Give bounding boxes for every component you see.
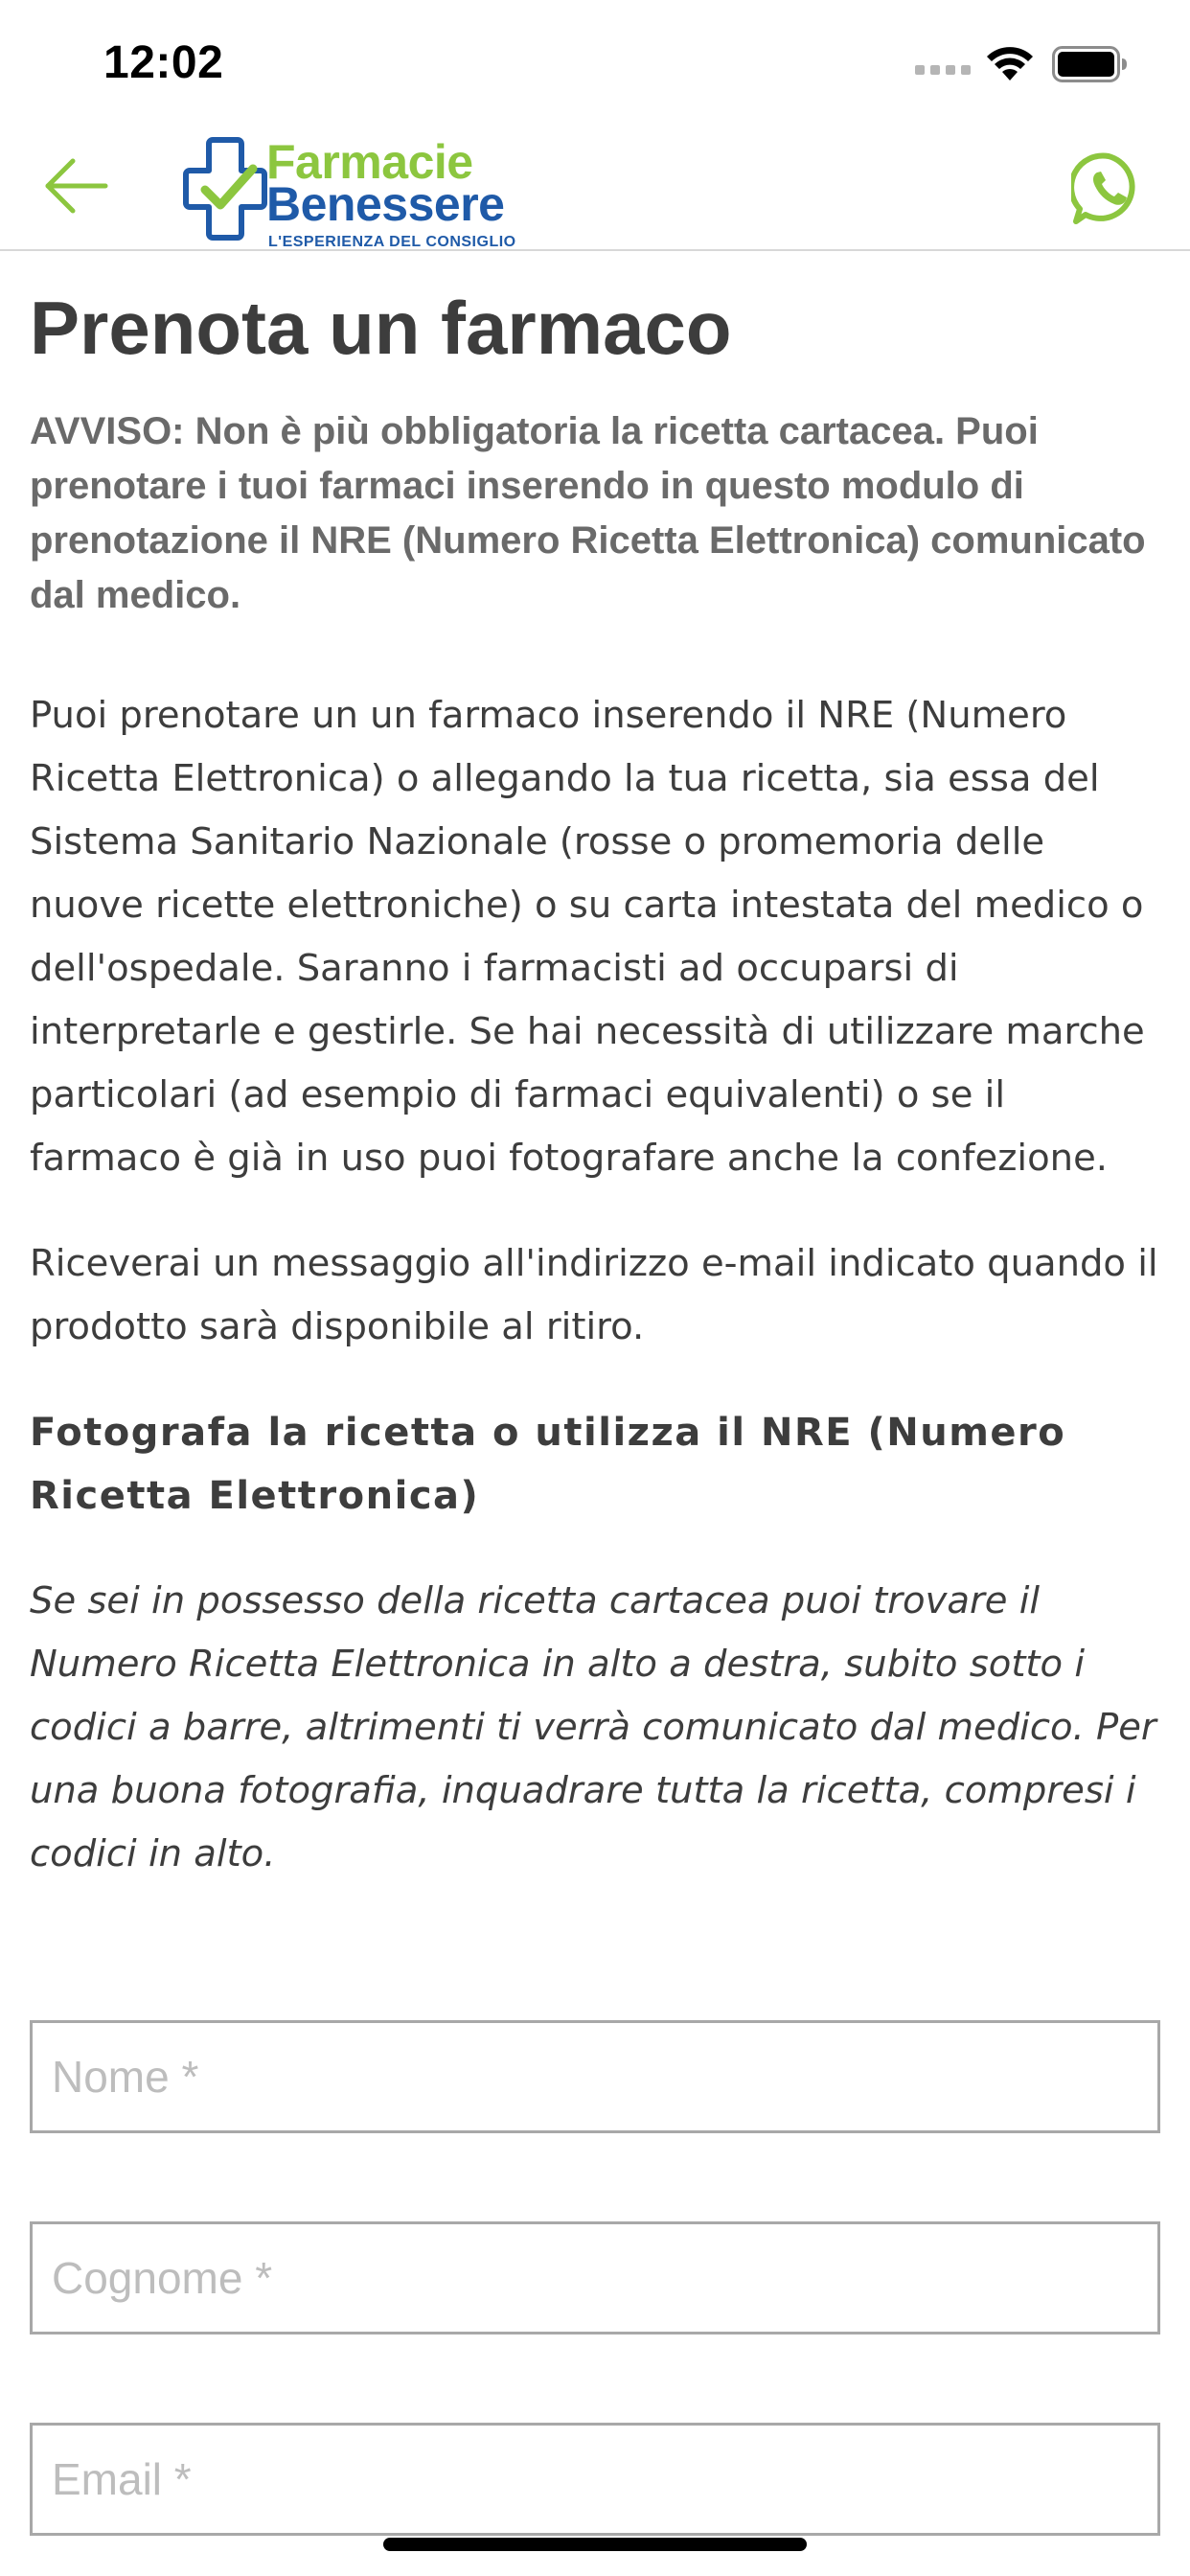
main-content: [30, 251, 1160, 1886]
logo-tagline: L'ESPERIENZA DEL CONSIGLIO: [268, 234, 516, 250]
wifi-icon: [985, 44, 1035, 82]
logo-text-benessere: Benessere: [266, 177, 505, 231]
battery-icon: [1052, 46, 1129, 82]
prescription-hint: Se sei in possesso della ricetta cartacea puoi trovare il Numero Ricetta Elettronica in alto a destra, subito sotto i codici a barre, altrimenti ti verrà comunicato dal medico. Per una buona fotografia, inquadrare tutta la ricetta, compresi i codici in alto.: [30, 1578, 1156, 1875]
nome-input[interactable]: [30, 2020, 1160, 2133]
email-notice-paragraph: Riceverai un messaggio all'indirizzo e-mail indicato quando il prodotto sarà disponibile al ritiro.: [30, 1241, 1158, 1348]
section-heading: Fotografa la ricetta o utilizza il NRE (Numero Ricetta Elettronica): [30, 1410, 1066, 1518]
cognome-input[interactable]: [30, 2221, 1160, 2334]
whatsapp-icon: [1071, 155, 1132, 221]
pharmacy-cross-icon: [182, 134, 268, 245]
intro-paragraph: Puoi prenotare un un farmaco inserendo il NRE (Numero Ricetta Elettronica) o allegando la tua ricetta, sia essa del Sistema Sanitario Nazionale (rosse o promemoria delle nuove ricette elettroniche) o su carta intestata del medico o dell'ospedale. Saranno i farmacisti ad occuparsi di interpretarle e gestirle. Se hai necessità di utilizzare marche particolari (ad esempio di farmaci equivalenti) o se il farmaco è già in uso puoi fotografare anche la confezione.: [30, 693, 1145, 1180]
cellular-signal-icon: [915, 59, 971, 79]
whatsapp-button[interactable]: [1071, 151, 1146, 226]
home-indicator[interactable]: [383, 2538, 807, 2551]
back-button[interactable]: [42, 155, 111, 217]
arrow-left-icon: [48, 161, 105, 211]
status-time: 12:02: [103, 37, 224, 88]
app-header: [0, 125, 1190, 251]
logo-text-farmacie: Farmacie: [266, 135, 473, 189]
notice-text: AVVISO: Non è più obbligatoria la ricetta cartacea. Puoi prenotare i tuoi farmaci inserendo in questo modulo di prenotazione il NRE (Numero Ricetta Elettronica) comunicato dal medico.: [30, 409, 1146, 616]
status-bar: [0, 0, 1190, 125]
email-input[interactable]: [30, 2423, 1160, 2536]
brand-logo: [182, 134, 565, 249]
page-title: Prenota un farmaco: [30, 286, 732, 370]
